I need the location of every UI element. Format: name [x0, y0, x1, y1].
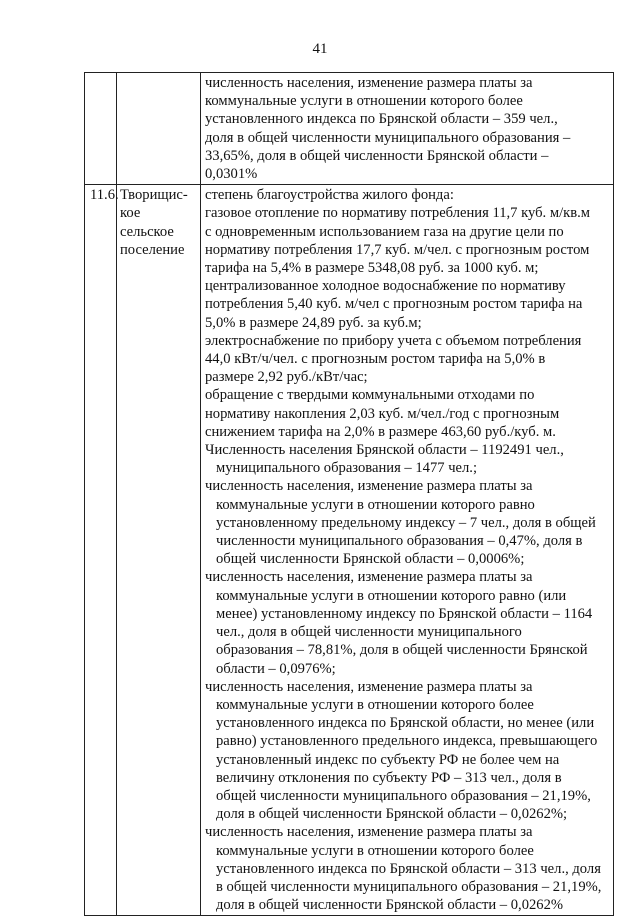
text-line: установленного индекса по Брянской области – 359 чел., [205, 111, 558, 128]
text-line: обращение с твердыми коммунальными отходами по [205, 387, 535, 404]
text-line: доля в общей численности Брянской области – 0,0262%; [216, 806, 568, 823]
text-line: установленный индекс по субъекту РФ не более чем на [216, 751, 560, 768]
text-line: равно) установленного предельного индекса, превышающего [216, 733, 598, 750]
text-line: установленного индекса по Брянской области – 313 чел., доля [216, 860, 601, 877]
page-number: 41 [312, 41, 328, 57]
text-line: тарифа на 5,4% в размере 5348,08 руб. за 1000 куб. м; [205, 260, 539, 277]
text-line: централизованное холодное водоснабжение по нормативу [205, 278, 566, 295]
text-line: нормативу потребления 17,7 куб. м/чел. с прогнозным ростом [205, 241, 590, 258]
text-line: 0,0301% [205, 166, 258, 183]
text-line: с одновременным использованием газа на другие цели по [205, 223, 564, 240]
description-cell [201, 73, 614, 185]
text-line: 33,65%, доля в общей численности Брянской области – [205, 147, 549, 164]
settlement-table [84, 72, 614, 916]
settlement-cell [117, 73, 201, 185]
text-line: общей численности муниципального образования – 21,19%, [216, 787, 591, 804]
text-line: коммунальные услуги в отношении которого более [205, 93, 523, 110]
settlement-name-line: Творищис- [120, 187, 188, 204]
text-line: численность населения, изменение размера платы за [205, 75, 533, 91]
description-cell [201, 185, 614, 916]
text-line: коммунальные услуги в отношении которого равно (или [216, 587, 567, 604]
text-line: общей численности Брянской области – 0,0006%; [216, 551, 525, 568]
settlement-name-line: кое [120, 205, 141, 222]
text-line: газовое отопление по нормативу потребления 11,7 куб. м/кв.м [205, 205, 590, 222]
text-line: доля в общей численности Брянской области – 0,0262% [216, 897, 564, 914]
text-line: численность населения, изменение размера платы за [205, 824, 533, 841]
text-line: степень благоустройства жилого фонда: [205, 187, 454, 204]
text-line: в общей численности муниципального образования – 21,19%, [216, 878, 602, 895]
text-line: образования – 78,81%, доля в общей численности Брянской [216, 642, 588, 659]
text-line: размере 2,92 руб./кВт/час; [205, 369, 368, 386]
text-line: установленного индекса по Брянской области, но менее (или [216, 715, 595, 732]
text-line: установленному предельному индексу – 7 чел., доля в общей [216, 514, 596, 531]
text-line: 44,0 кВт/ч/чел. с прогнозным ростом тарифа на 5,0% в [205, 351, 546, 368]
text-line: численность населения, изменение размера платы за [205, 478, 533, 495]
row-number: 11.6. [90, 187, 119, 204]
text-line: чел., доля в общей численности муниципального [216, 624, 522, 641]
settlement-cell [117, 185, 201, 916]
row-number-cell [85, 73, 117, 185]
text-line: 5,0% в размере 24,89 руб. за куб.м; [205, 314, 422, 331]
text-line: потребления 5,40 куб. м/чел с прогнозным ростом тарифа на [205, 296, 583, 313]
text-line: менее) установленному индексу по Брянской области – 1164 [216, 605, 593, 622]
text-line: величину отклонения по субъекту РФ – 313 чел., доля в [216, 769, 562, 786]
row-number [88, 75, 90, 91]
text-line: Численность населения Брянской области – 1192491 чел., [205, 442, 564, 459]
text-line: нормативу накопления 2,03 куб. м/чел./год с прогнозным [205, 405, 560, 422]
settlement-name-line: сельское [120, 223, 174, 240]
table-row [85, 185, 614, 916]
settlement-name-line: поселение [120, 241, 185, 258]
text-line: численность населения, изменение размера платы за [205, 569, 533, 586]
text-line: доля в общей численности муниципального образования – [205, 129, 571, 146]
text-line: области – 0,0976%; [216, 660, 336, 677]
text-line: коммунальные услуги в отношении которого более [216, 842, 534, 859]
table-row [85, 73, 614, 185]
text-line: муниципального образования – 1477 чел.; [216, 460, 478, 477]
text-line: электроснабжение по прибору учета с объемом потребления [205, 332, 582, 349]
text-line: коммунальные услуги в отношении которого более [216, 696, 534, 713]
text-line: численности муниципального образования – 0,47%, доля в [216, 533, 583, 550]
text-line: численность населения, изменение размера платы за [205, 678, 533, 695]
text-line: снижением тарифа на 2,0% в размере 463,60 руб./куб. м. [205, 423, 556, 440]
row-number-cell [85, 185, 117, 916]
text-line: коммунальные услуги в отношении которого равно [216, 496, 535, 513]
